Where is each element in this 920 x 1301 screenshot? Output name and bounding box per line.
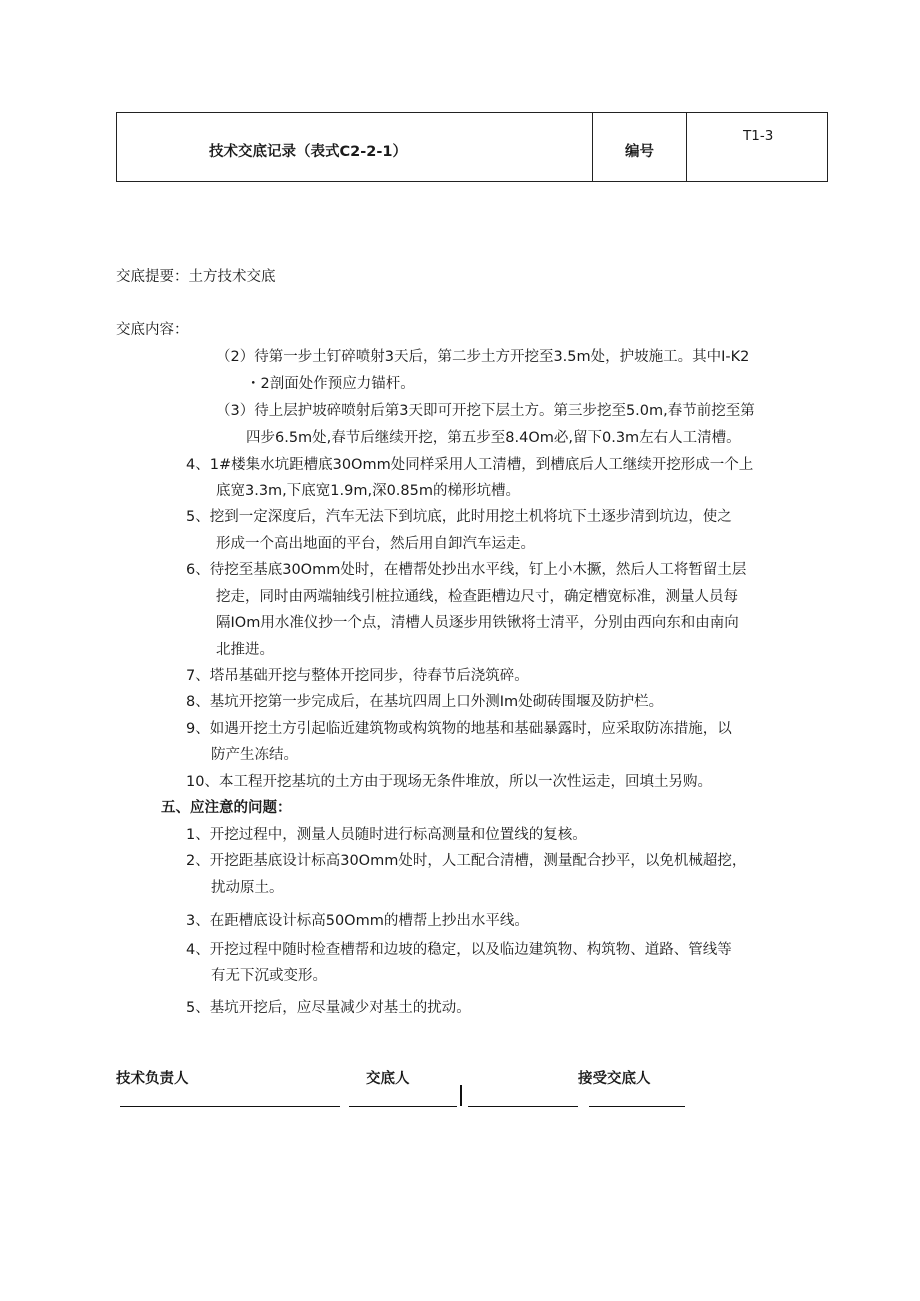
header-table [116, 112, 828, 182]
content-line: 10、本工程开挖基坑的土方由于现场无条件堆放，所以一次性运走，回填土另购。 [186, 774, 712, 790]
header-number-label-cell [593, 113, 687, 181]
presenter-label: 交底人 [366, 1071, 410, 1087]
header-number-value-cell [687, 113, 829, 181]
content-line: 防产生冻结。 [211, 747, 298, 763]
content-line: 7、塔吊基础开挖与整体开挖同步，待春节后浇筑碎。 [186, 668, 529, 684]
signature-line-receiver-a [468, 1106, 578, 1107]
content-line: （3）待上层护坡碎喷射后第3天即可开挖下层土方。第三步挖至5.0m,春节前挖至第 [216, 403, 755, 419]
content-line: 隔IOm用水准仪抄一个点，清槽人员逐步用铁锹将士清平，分别由西向东和由南向 [216, 615, 739, 631]
content-line: 2、开挖距基底设计标高30Omm处时，人工配合清槽，测量配合抄平，以免机械超挖， [186, 853, 747, 869]
content-line: 5、挖到一定深度后，汽车无法下到坑底，此时用挖土机将坑下土逐步清到坑边，使之 [186, 509, 732, 525]
content-line: 5、基坑开挖后，应尽量减少对基土的扰动。 [186, 1000, 471, 1016]
content-line: ・2剖面处作预应力锚杆。 [246, 376, 415, 392]
signature-line-receiver-b [589, 1106, 685, 1107]
content-line: 北推进。 [216, 642, 274, 658]
content-line: （2）待第一步土钉碎喷射3天后，第二步土方开挖至3.5m处，护坡施工。其中I-K2 [216, 349, 750, 365]
tech-lead-label: 技术负责人 [116, 1071, 189, 1087]
content-line: 4、开挖过程中随时检查槽帮和边坡的稳定，以及临边建筑物、构筑物、道路、管线等 [186, 942, 732, 958]
content-line: 4、1#楼集水坑距槽底30Omm处同样采用人工清槽，到槽底后人工继续开挖形成一个上 [186, 457, 754, 473]
content-line: 9、如遇开挖土方引起临近建筑物或构筑物的地基和基础暴露时，应采取防冻措施，以 [186, 721, 732, 737]
signature-divider [460, 1085, 462, 1106]
receiver-label: 接受交底人 [578, 1071, 651, 1087]
signature-line-tech-lead [120, 1106, 340, 1107]
form-title: 技术交底记录（表式C2-2-1） [209, 144, 407, 160]
number-label: 编号 [625, 144, 654, 160]
content-line: 1、开挖过程中，测量人员随时进行标高测量和位置线的复核。 [186, 827, 587, 843]
content-line: 3、在距槽底设计标高50Omm的槽帮上抄出水平线。 [186, 913, 529, 929]
content-line: 四步6.5m处,春节后继续开挖，第五步至8.4Om必,留下0.3m左右人工清槽。 [246, 430, 741, 446]
content-line: 有无下沉或变形。 [211, 968, 327, 984]
content-line: 8、基坑开挖第一步完成后，在基坑四周上口外测Im处砌砖围堰及防护栏。 [186, 694, 664, 710]
section-heading: 五、应注意的问题： [161, 800, 292, 816]
content-line: 形成一个高出地面的平台，然后用自卸汽车运走。 [216, 536, 535, 552]
number-value: T1-3 [743, 128, 774, 144]
content-line: 6、待挖至基底30Omm处时，在槽帮处抄出水平线，钉上小木撅，然后人工将暂留土层 [186, 562, 747, 578]
content-line: 底宽3.3m,下底宽1.9m,深0.85m的梯形坑槽。 [216, 483, 520, 499]
content-line: 挖走，同时由两端轴线引桩拉通线，检查距槽边尺寸，确定槽宽标准，测量人员每 [216, 589, 738, 605]
header-title-cell [117, 113, 593, 181]
content-line: 扰动原土。 [211, 880, 284, 896]
content-label: 交底内容： [116, 322, 189, 338]
summary-line: 交底提要：土方技术交底 [116, 269, 276, 285]
signature-line-presenter [349, 1106, 457, 1107]
